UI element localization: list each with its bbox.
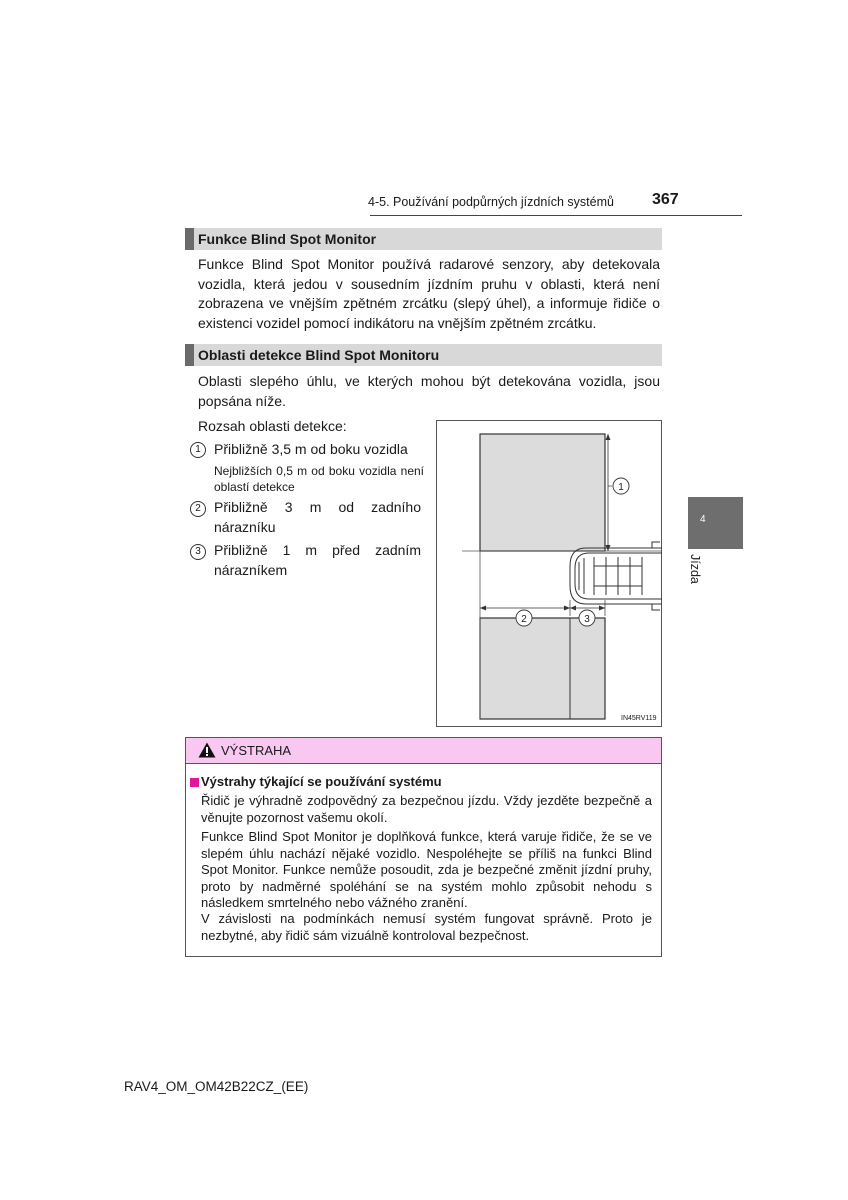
warning-paragraph-2: Funkce Blind Spot Monitor je doplňková funkce, která varuje řidiče, že se ve slepém úhlu nachází nějaké vozidlo. Nespoléhejte se příliš na funkci Blind Spot Monitor. Funkce nemůže posoudit, zda je bezpečné změnit jízdní pruhy, proto by nadměrné spoléhání se na systém mohlo způsobit nehodu s následkem smrtelného nebo vážného zranění. bbox=[201, 829, 652, 910]
item-number-3: 3 bbox=[190, 544, 206, 560]
header-rule bbox=[370, 215, 742, 216]
warning-bullet-icon bbox=[190, 778, 199, 787]
item-number-2: 2 bbox=[190, 501, 206, 517]
document-code-footer: RAV4_OM_OM42B22CZ_(EE) bbox=[124, 1079, 309, 1094]
side-detection-zone bbox=[480, 434, 605, 551]
callout-3: 3 bbox=[584, 614, 590, 625]
warning-title: VÝSTRAHA bbox=[221, 743, 292, 758]
section-heading-detection-areas: Oblasti detekce Blind Spot Monitoru bbox=[185, 344, 662, 366]
rear-detection-zone bbox=[480, 618, 605, 719]
callout-1: 1 bbox=[618, 482, 624, 493]
chapter-label: Jízda bbox=[688, 554, 702, 584]
page-number: 367 bbox=[652, 191, 679, 208]
item-3-text: Přibližně 1 m před zadním nárazníkem bbox=[214, 542, 421, 578]
running-header-section: 4-5. Používání podpůrných jízdních systémů bbox=[368, 195, 614, 209]
figure-code: IN45RV119 bbox=[621, 715, 657, 722]
warning-paragraph-3: V závislosti na podmínkách nemusí systém fungovat správně. Proto je nezbytné, aby řidič sám vizuálně kontroloval bezpečnost. bbox=[201, 911, 652, 943]
detection-area-figure bbox=[436, 420, 662, 727]
callout-2: 2 bbox=[521, 614, 527, 625]
item-1-text: Přibližně 3,5 m od boku vozidla bbox=[214, 441, 408, 457]
item-2-text: Přibližně 3 m od zadního nárazníku bbox=[214, 499, 421, 535]
warning-triangle-icon bbox=[198, 742, 216, 758]
range-label: Rozsah oblasti detekce: bbox=[198, 418, 347, 434]
section1-body: Funkce Blind Spot Monitor používá radarové senzory, aby detekovala vozidla, která jedou v sousedním jízdním pruhu v oblasti, která není zobrazena ve vnějším zpětném zrcátku (slepý úhel), a informuje řidiče o existenci vozidel pomocí indikátoru na vnějším zpětném zrcátku. bbox=[198, 256, 660, 331]
item-1-note: Nejbližších 0,5 m od boku vozidla není oblastí detekce bbox=[214, 464, 424, 494]
chapter-tab bbox=[688, 497, 743, 549]
warning-paragraph-1: Řidič je výhradně zodpovědný za bezpečnou jízdu. Vždy jezděte bezpečně a věnujte pozornost vašemu okolí. bbox=[201, 793, 652, 825]
section2-intro: Oblasti slepého úhlu, ve kterých mohou být detekována vozidla, jsou popsána níže. bbox=[198, 373, 660, 409]
chapter-number: 4 bbox=[700, 514, 706, 525]
item-number-1: 1 bbox=[190, 442, 206, 458]
section-heading-blind-spot-monitor: Funkce Blind Spot Monitor bbox=[185, 228, 662, 250]
warning-subheading: Výstrahy týkající se používání systému bbox=[201, 774, 442, 789]
